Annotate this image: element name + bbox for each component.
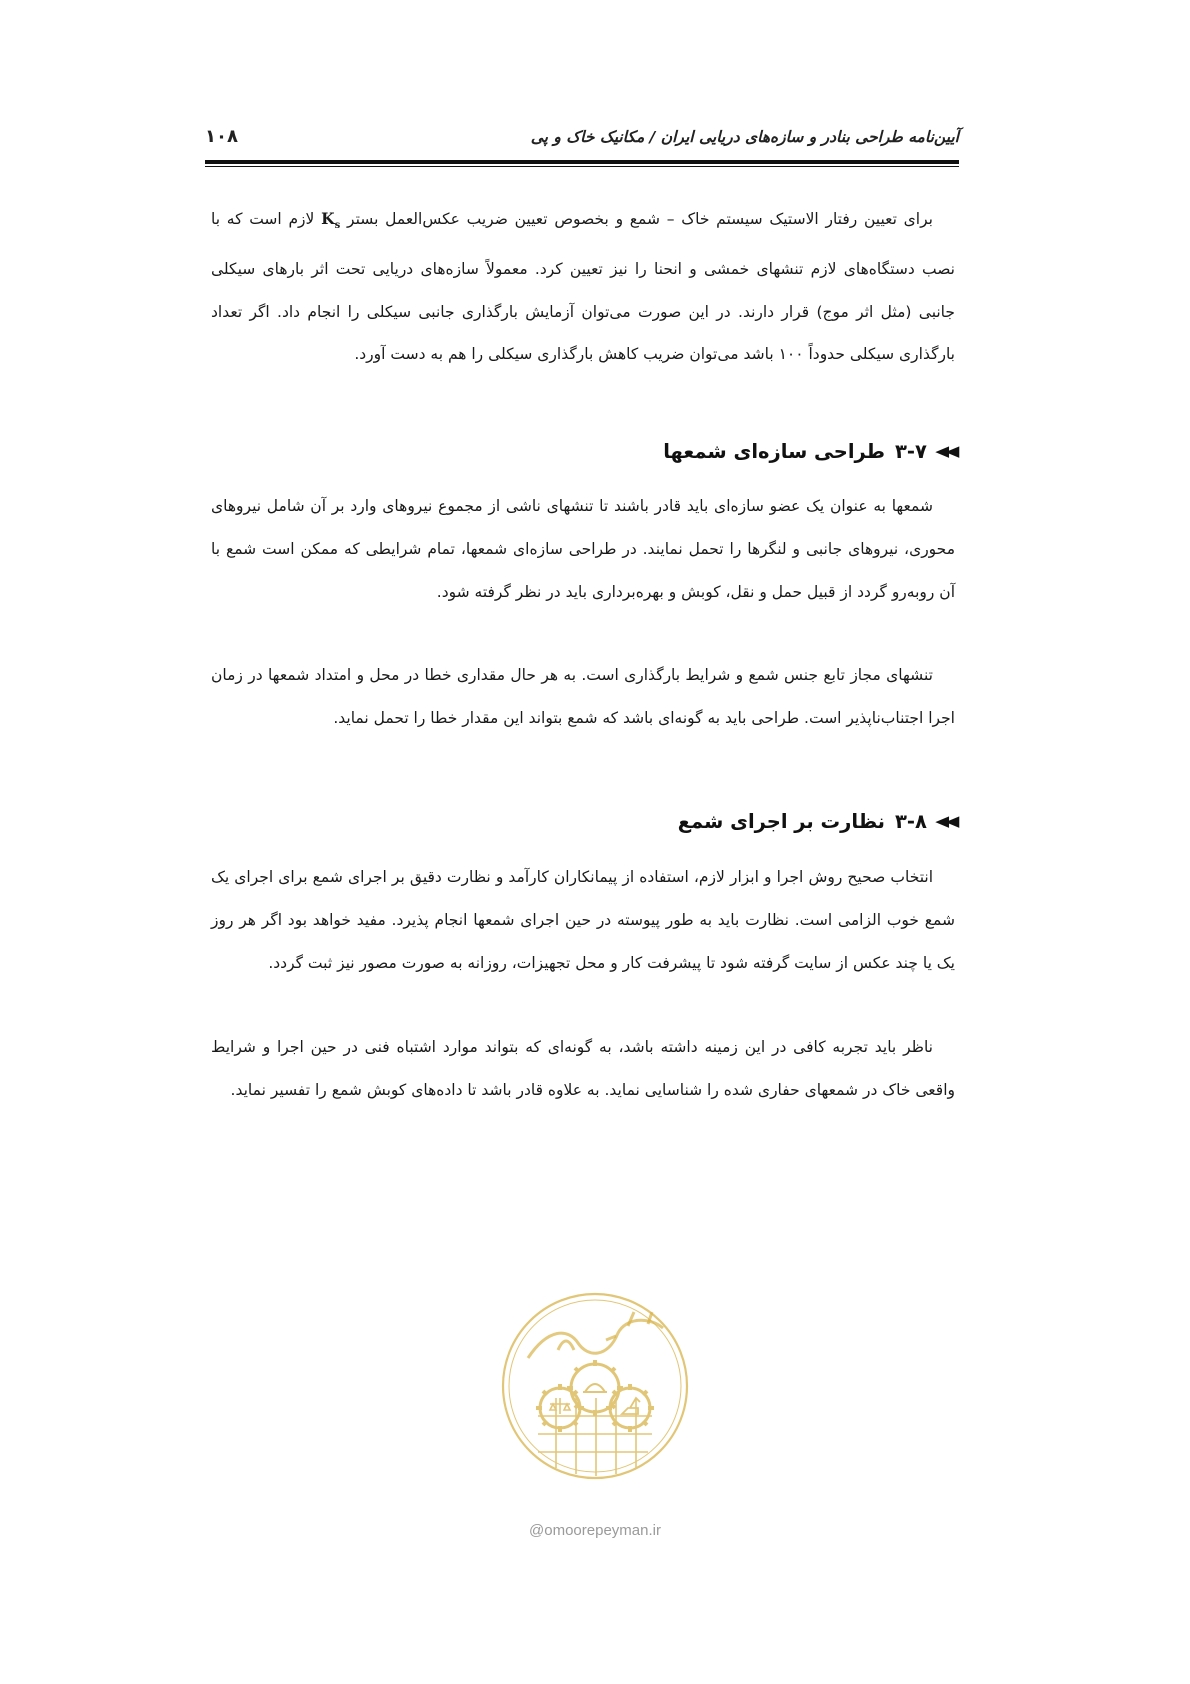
running-header-title: آیین‌نامه طراحی بنادر و سازه‌های دریایی ایران / مکانیک خاک و پی bbox=[530, 128, 959, 146]
intro-text-after: لازم است که با نصب دستگاه‌های لازم تنشهای خمشی و انحنا را نیز تعیین کرد. معمولاً سازه‌های دریایی تحت اثر بارهای سیکلی جانبی (مثل اثر موج) قرار دارند. در این صورت می‌توان آزمایش بارگذاری جانبی سیکلی را انجام داد. اگر تعداد بارگذاری سیکلی حدوداً ۱۰۰ باشد می‌توان ضریب کاهش بارگذاری سیکلی را هم به دست آورد. bbox=[211, 210, 955, 364]
section-8-number: ۳-۸ bbox=[895, 809, 927, 833]
double-arrow-icon: ◀◀ bbox=[935, 442, 956, 460]
section-8-title: نظارت بر اجرای شمع bbox=[677, 809, 886, 833]
ks-symbol-sub: s bbox=[334, 220, 341, 232]
running-header bbox=[205, 128, 959, 158]
section-8-heading bbox=[205, 801, 954, 841]
watermark-caption: @omoorepeyman.ir bbox=[529, 1522, 661, 1539]
watermark-logo bbox=[498, 1288, 692, 1484]
section-8-paragraph-1: انتخاب صحیح روش اجرا و ابزار لازم، استفاده از پیمانکاران کارآمد و نظارت دقیق بر اجرای شمع برای اجرای یک شمع خوب الزامی است. نظارت باید به طور پیوسته در حین اجرای شمعها انجام پذیرد. مفید خواهد بود اگر هر روز یک یا چند عکس از سایت گرفته شود تا پیشرفت کار و محل تجهیزات، روزانه به صورت مصور نیز ثبت گردد. bbox=[211, 868, 955, 972]
ks-symbol-main: K bbox=[321, 209, 335, 228]
section-7-number: ۳-۷ bbox=[895, 439, 927, 463]
double-arrow-icon: ◀◀ bbox=[935, 812, 956, 830]
intro-text-before: برای تعیین رفتار الاستیک سیستم خاک – شمع و بخصوص تعیین ضریب عکس‌العمل بستر bbox=[347, 210, 933, 228]
section-7-heading bbox=[205, 431, 954, 471]
section-7-title: طراحی سازه‌ای شمعها bbox=[663, 439, 886, 463]
page-number: ۱۰۸ bbox=[205, 126, 238, 147]
header-rule-thick bbox=[205, 160, 959, 164]
section-7-paragraph-1: شمعها به عنوان یک عضو سازه‌ای باید قادر باشند تا تنشهای ناشی از مجموع نیروهای وارد بر آن شامل نیروهای محوری، نیروهای جانبی و لنگرها را تحمل نمایند. در طراحی سازه‌ای شمعها، تمام شرایطی که ممکن است شمع با آن روبه‌رو گردد از قبیل حمل و نقل، کوبش و بهره‌برداری باید در نظر گرفته شود. bbox=[211, 497, 955, 601]
section-7-paragraph-2: تنشهای مجاز تابع جنس شمع و شرایط بارگذاری است. به هر حال مقداری خطا در محل و امتداد شمعها در زمان اجرا اجتناب‌ناپذیر است. طراحی باید به گونه‌ای باشد که شمع بتواند این مقدار خطا را تحمل نماید. bbox=[211, 666, 955, 727]
ks-symbol bbox=[321, 209, 341, 232]
section-8-paragraph-2: ناظر باید تجربه کافی در این زمینه داشته باشد، به گونه‌ای که بتواند موارد اشتباه فنی در حین اجرا و شرایط واقعی خاک در شمعهای حفاری شده را شناسایی نماید. به علاوه قادر باشد تا داده‌های کوبش شمع را تفسیر نماید. bbox=[211, 1038, 955, 1099]
header-rule-thin bbox=[205, 166, 959, 167]
intro-paragraph bbox=[211, 198, 955, 376]
